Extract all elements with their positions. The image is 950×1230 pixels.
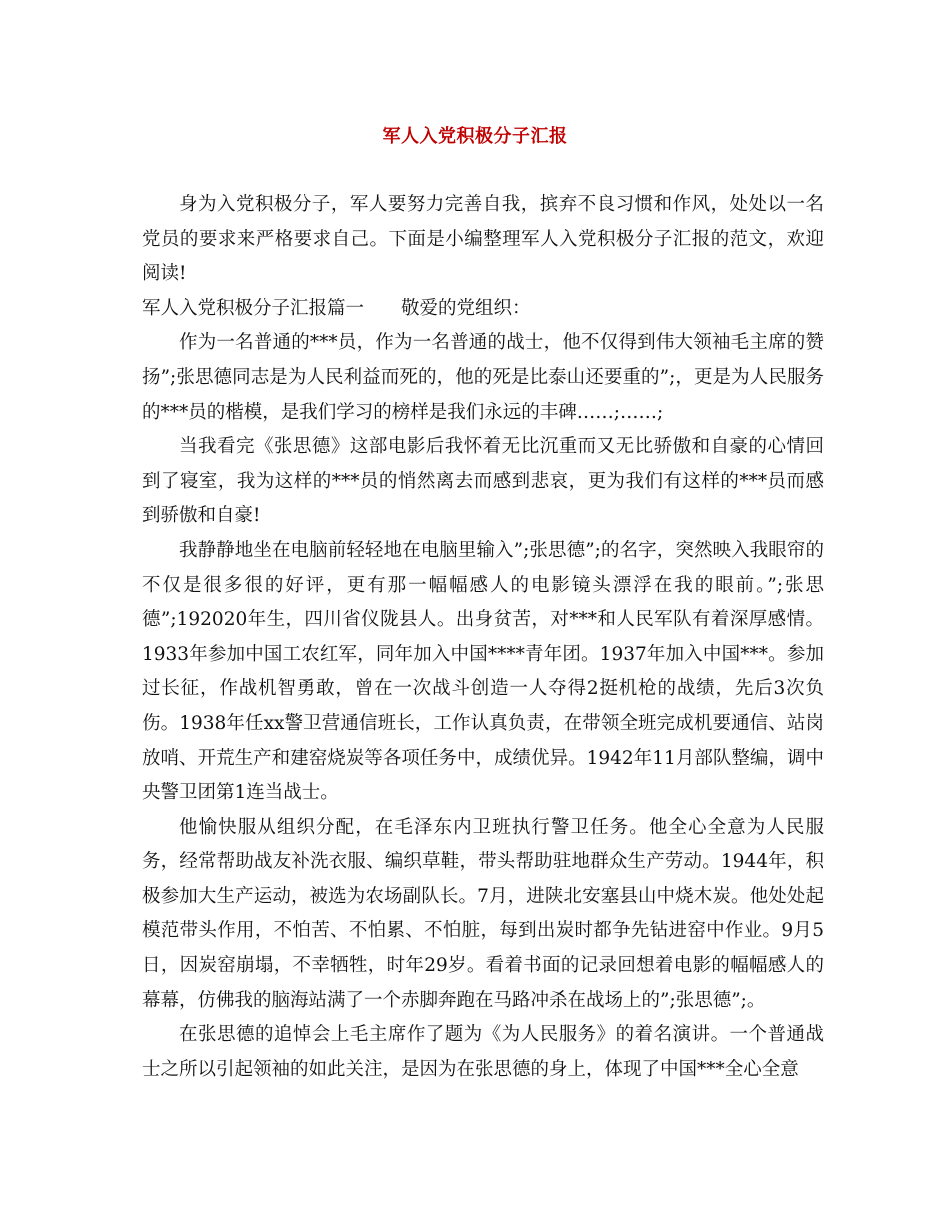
body-paragraph: 他愉快服从组织分配，在毛泽东内卫班执行警卫任务。他全心全意为人民服务，经常帮助战友补洗衣服、编织草鞋，带头帮助驻地群众生产劳动。1944年，积极参加大生产运动，被选为农场副队长。7月，进陕北安塞县山中烧木炭。他处处起模范带头作用，不怕苦、不怕累、不怕脏，每到出炭时都争先钻进窑中作业。9月5日，因炭窑崩塌，不幸牺牲，时年29岁。看着书面的记录回想着电影的幅幅感人的幕幕，仿佛我的脑海站满了一个赤脚奔跑在马路冲杀在战场上的”;张思德”;。 [142,816,824,1011]
body-paragraph: 我静静地坐在电脑前轻轻地在电脑里输入”;张思德”;的名字，突然映入我眼帘的不仅是很多很的好评，更有那一幅幅感人的电影镜头漂浮在我的眼前。”;张思德”;192020年生，四川省仪陇县人。出身贫苦，对***和人民军队有着深厚感情。1933年参加中国工农红军，同年加入中国****青年团。1937年加入中国***。参加过长征，作战机智勇敢，曾在一次战斗创造一人夺得2挺机枪的战绩，先后3次负伤。1938年任xx警卫营通信班长，工作认真负责，在带领全班完成机要通信、站岗放哨、开荒生产和建窑烧炭等各项任务中，成绩优异。1942年11月部队整编，调中央警卫团第1连当战士。 [142,539,824,804]
body-paragraph: 当我看完《张思德》这部电影后我怀着无比沉重而又无比骄傲和自豪的心情回到了寝室，我为这样的***员的悄然离去而感到悲哀，更为我们有这样的***员而感到骄傲和自豪! [142,436,824,527]
section-heading: 军人入党积极分子汇报篇一 敬爱的党组织： [142,297,531,319]
document-body [142,188,824,1087]
document-title: 军人入党积极分子汇报 [382,126,568,147]
body-paragraph: 在张思德的追悼会上毛主席作了题为《为人民服务》的着名演讲。一个普通战士之所以引起领袖的如此关注，是因为在张思德的身上，体现了中国***全心全意 [142,1024,824,1080]
body-paragraph: 作为一名普通的***员，作为一名普通的战士，他不仅得到伟大领袖毛主席的赞扬”;张思德同志是为人民利益而死的，他的死是比泰山还要重的”;，更是为人民服务的***员的楷模，是我们学习的榜样是我们永远的丰碑……;……; [142,332,824,423]
intro-paragraph: 身为入党积极分子，军人要努力完善自我，摈弃不良习惯和作风，处处以一名党员的要求来严格要求自己。下面是小编整理军人入党积极分子汇报的范文，欢迎阅读! [142,194,824,285]
